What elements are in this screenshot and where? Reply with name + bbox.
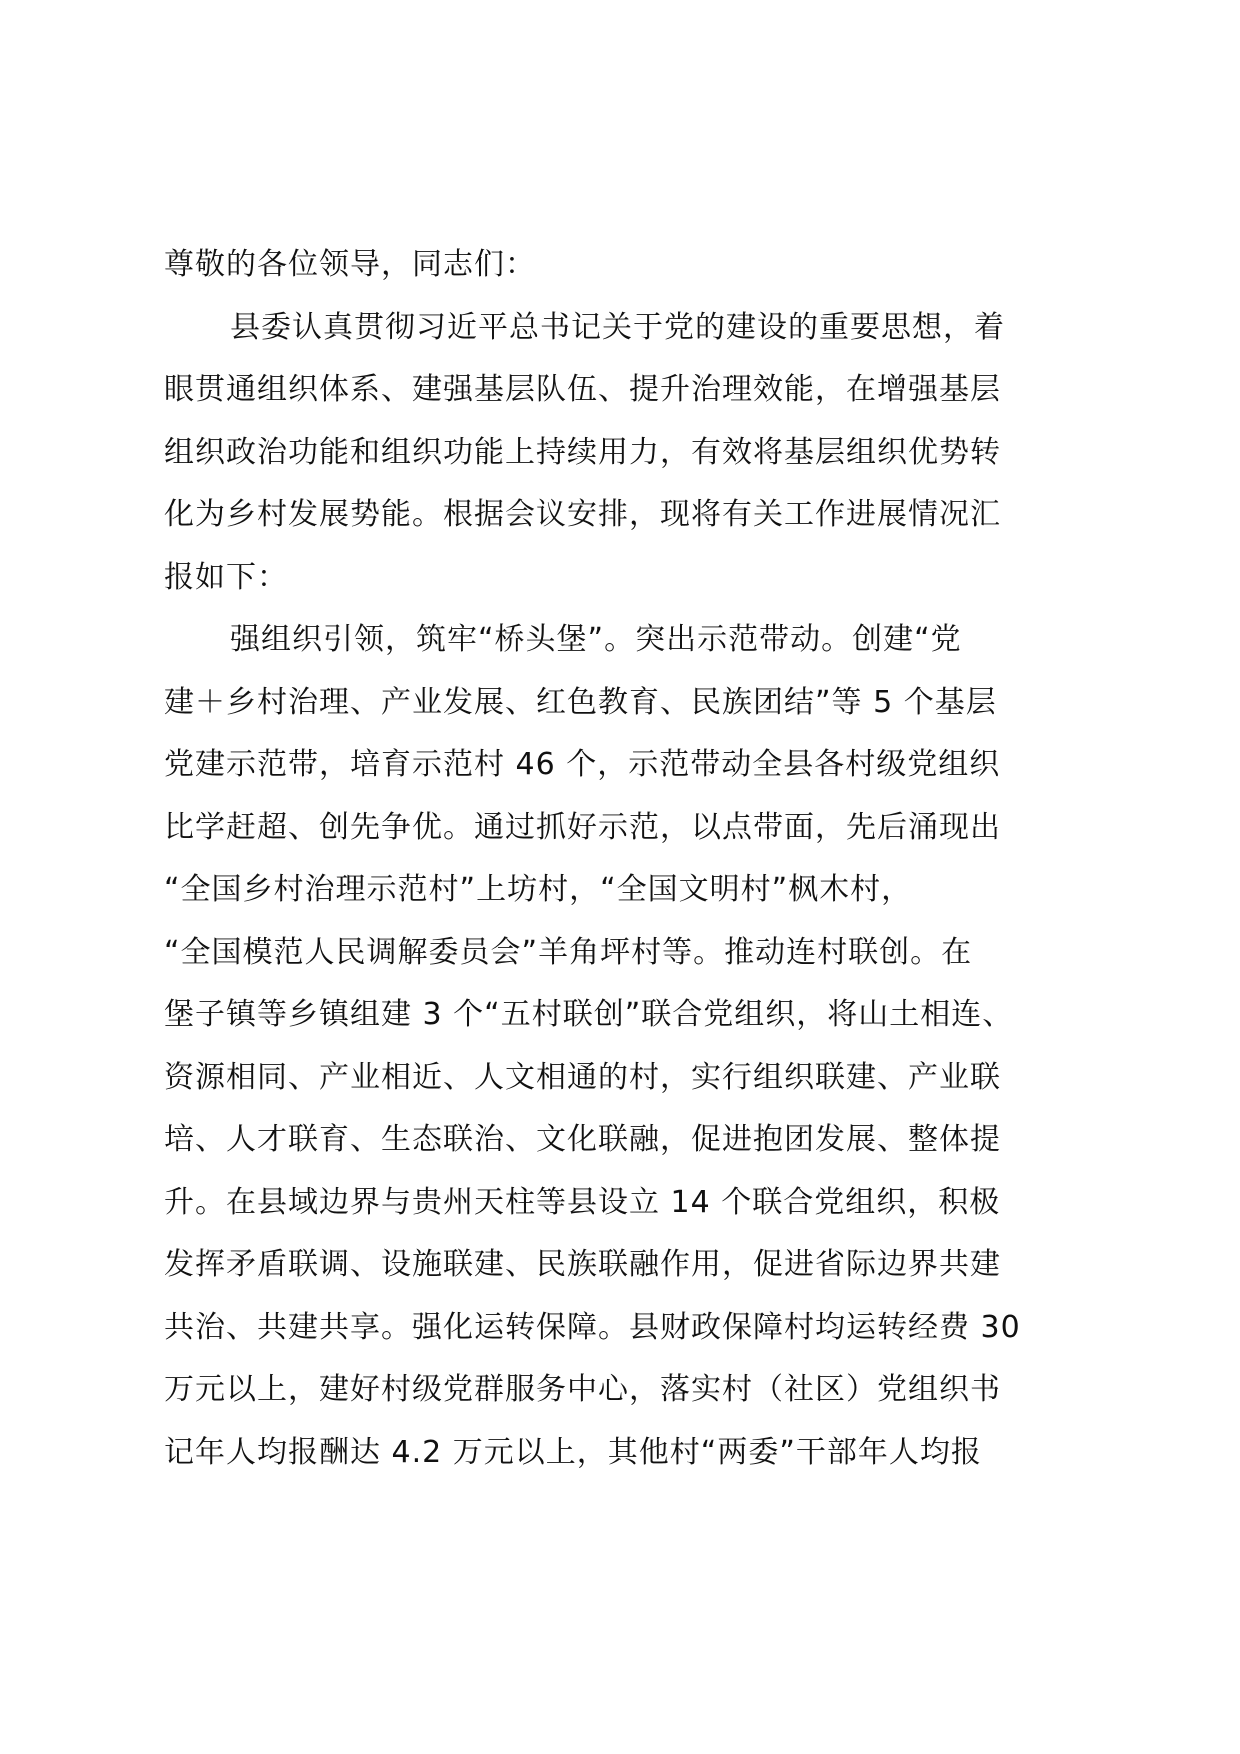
- paragraph-2-line-1: 强组织引领，筑牢“桥头堡”。突出示范带动。创建“党: [230, 622, 962, 657]
- paragraph-2-line-14: 记年人均报酬达 4.2 万元以上，其他村“两委”干部年人均报: [164, 1434, 982, 1470]
- paragraph-2-line-3: 党建示范带，培育示范村 46 个，示范带动全县各村级党组织: [164, 747, 1001, 782]
- paragraph-2-line-2: 建＋乡村治理、产业发展、红色教育、民族团结”等 5 个基层: [164, 684, 997, 720]
- document-body: [164, 234, 1084, 1484]
- paragraph-1-line-5: 报如下：: [164, 559, 288, 595]
- paragraph-2-line-11: 发挥矛盾联调、设施联建、民族联融作用，促进省际边界共建: [164, 1247, 1001, 1282]
- paragraph-2-line-12: 共治、共建共享。强化运转保障。县财政保障村均运转经费 30: [164, 1309, 1021, 1345]
- paragraph-2-line-5: “全国乡村治理示范村”上坊村，“全国文明村”枫木村，: [164, 872, 913, 907]
- paragraph-1-line-4: 化为乡村发展势能。根据会议安排，现将有关工作进展情况汇: [164, 497, 1001, 532]
- paragraph-2-line-13: 万元以上，建好村级党群服务中心，落实村（社区）党组织书: [164, 1372, 1001, 1407]
- paragraph-2-line-7: 堡子镇等乡镇组建 3 个“五村联创”联合党组织，将山土相连、: [164, 997, 1014, 1032]
- paragraph-1-line-1: 县委认真贯彻习近平总书记关于党的建设的重要思想，着: [230, 309, 1005, 345]
- paragraph-1-line-3: 组织政治功能和组织功能上持续用力，有效将基层组织优势转: [164, 434, 1001, 470]
- paragraph-2-line-6: “全国模范人民调解委员会”羊角坪村等。推动连村联创。在: [164, 934, 973, 970]
- paragraph-1-line-2: 眼贯通组织体系、建强基层队伍、提升治理效能，在增强基层: [164, 372, 1001, 407]
- paragraph-2-line-4: 比学赶超、创先争优。通过抓好示范，以点带面，先后涌现出: [164, 809, 1001, 845]
- paragraph-2-line-9: 培、人才联育、生态联治、文化联融，促进抱团发展、整体提: [164, 1122, 1001, 1157]
- paragraph-2-line-8: 资源相同、产业相近、人文相通的村，实行组织联建、产业联: [164, 1059, 1001, 1095]
- paragraph-2-line-10: 升。在县域边界与贵州天柱等县设立 14 个联合党组织，积极: [164, 1184, 1001, 1220]
- salutation-line: 尊敬的各位领导，同志们：: [164, 247, 536, 282]
